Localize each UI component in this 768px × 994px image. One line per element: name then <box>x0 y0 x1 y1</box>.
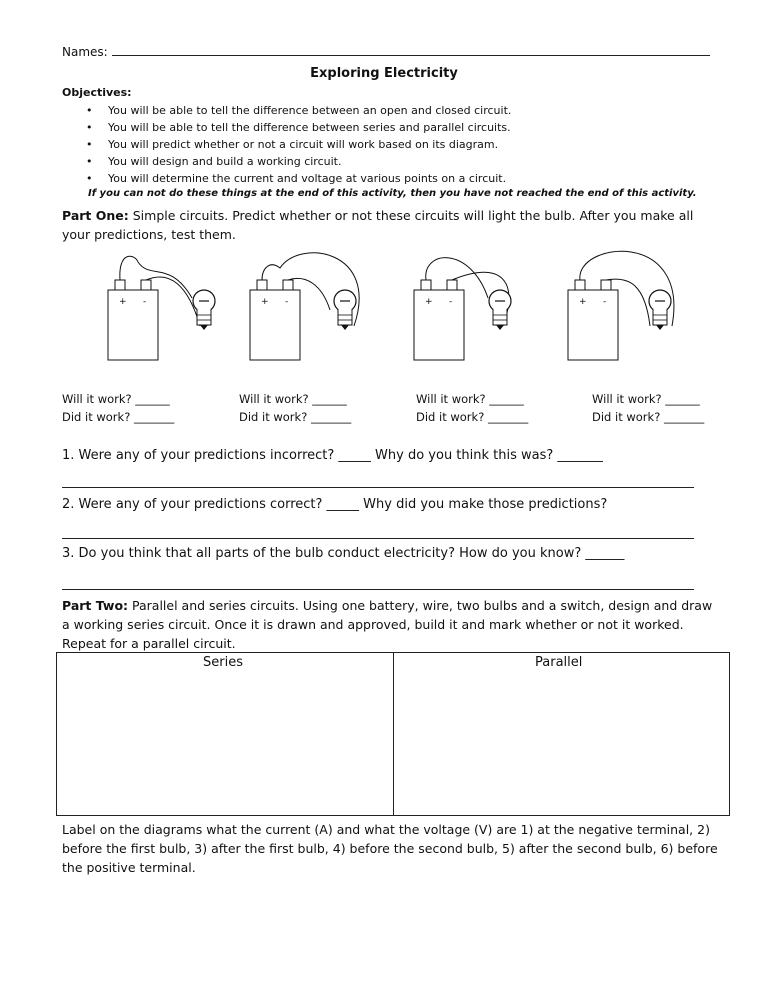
part-two-label: Part Two: <box>62 598 129 613</box>
question-3: 3. Do you think that all parts of the bulb conduct electricity? How do you know? ______ <box>62 546 625 561</box>
circuit-diagrams <box>0 240 768 370</box>
page-title: Exploring Electricity <box>310 66 458 81</box>
table-divider <box>393 653 394 815</box>
objective-item: • You will predict whether or not a circuit will work based on its diagram. <box>86 136 511 153</box>
battery-minus: - <box>143 297 147 307</box>
answer-line-3[interactable] <box>62 589 694 590</box>
objective-item: • You will determine the current and voltage at various points on a circuit. <box>86 170 511 187</box>
objective-item: • You will design and build a working circuit. <box>86 153 511 170</box>
part-one-label: Part One: <box>62 208 129 223</box>
will-it-work-label: Will it work? ______ <box>416 392 524 406</box>
part-two-instructions <box>62 596 722 653</box>
battery-plus: + <box>579 297 587 307</box>
battery-plus: + <box>261 297 269 307</box>
question-2: 2. Were any of your predictions correct? _____ Why did you make those predictions? <box>62 497 608 512</box>
names-line[interactable] <box>62 45 710 59</box>
objectives-note: If you can not do these things at the end of this activity, then you have not reached the end of this activity. <box>88 188 697 199</box>
circuit-1 <box>108 256 215 360</box>
prediction-4[interactable] <box>592 390 704 426</box>
battery-plus: + <box>425 297 433 307</box>
parallel-header: Parallel <box>535 655 583 670</box>
prediction-1[interactable] <box>62 390 174 426</box>
objectives-heading: Objectives: <box>62 86 132 99</box>
prediction-2[interactable] <box>239 390 351 426</box>
did-it-work-label: Did it work? _______ <box>239 410 352 424</box>
did-it-work-label: Did it work? _______ <box>62 410 175 424</box>
will-it-work-label: Will it work? ______ <box>239 392 347 406</box>
answer-line-1[interactable] <box>62 487 694 488</box>
series-header: Series <box>203 655 243 670</box>
names-label: Names: <box>62 45 112 59</box>
question-1: 1. Were any of your predictions incorrect? _____ Why do you think this was? _______ <box>62 448 603 463</box>
part-one-instructions <box>62 206 722 244</box>
objectives-list <box>86 102 511 187</box>
battery-minus: - <box>603 297 607 307</box>
objective-item: • You will be able to tell the difference between series and parallel circuits. <box>86 119 511 136</box>
will-it-work-label: Will it work? ______ <box>62 392 170 406</box>
part-one-text: Simple circuits. Predict whether or not these circuits will light the bulb. After you make all your predictions, test them. <box>62 208 694 242</box>
prediction-3[interactable] <box>416 390 528 426</box>
battery-minus: - <box>285 297 289 307</box>
names-blank[interactable] <box>112 55 710 56</box>
objective-item: • You will be able to tell the difference between an open and closed circuit. <box>86 102 511 119</box>
battery-plus: + <box>119 297 127 307</box>
part-two-text: Parallel and series circuits. Using one battery, wire, two bulbs and a switch, design and draw a working series circuit. Once it is drawn and approved, build it and mark whether or not it worked. Repeat for a parallel circuit. <box>62 598 713 651</box>
answer-line-2[interactable] <box>62 538 694 539</box>
will-it-work-label: Will it work? ______ <box>592 392 700 406</box>
did-it-work-label: Did it work? _______ <box>416 410 529 424</box>
circuit-drawing-table <box>56 652 730 816</box>
battery-minus: - <box>449 297 453 307</box>
circuit-3 <box>414 258 511 360</box>
label-instructions: Label on the diagrams what the current (A) and what the voltage (V) are 1) at the negative terminal, 2) before the first bulb, 3) after the first bulb, 4) before the second bulb, 5) after the second bulb, 6) before the positive terminal. <box>62 822 718 875</box>
did-it-work-label: Did it work? _______ <box>592 410 705 424</box>
